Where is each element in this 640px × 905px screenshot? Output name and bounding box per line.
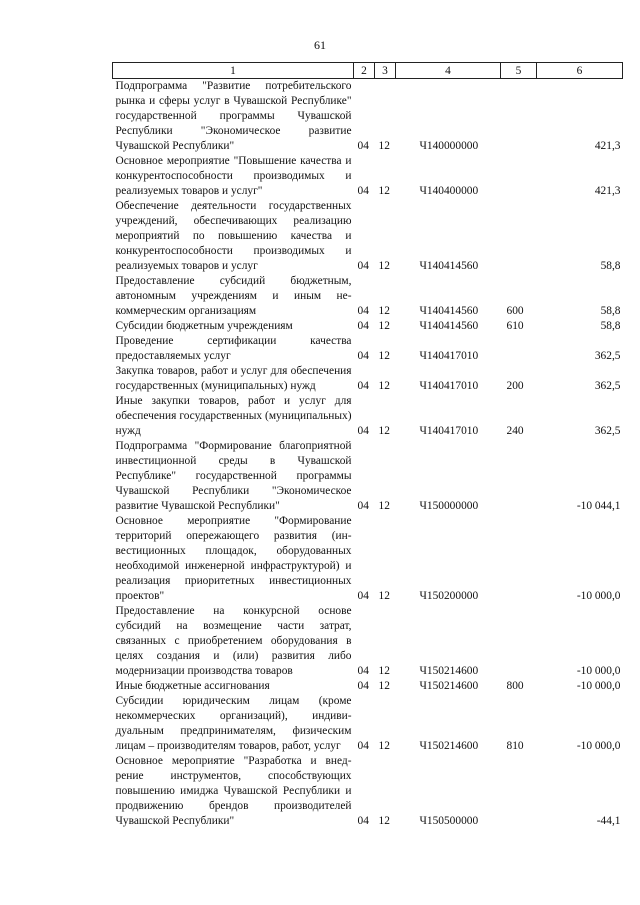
header-col-3: 3 (375, 63, 396, 79)
row-amount: 421,3 (594, 185, 621, 197)
row-name: Основное мероприятие "Формирование территорий опережающего развития (инвестиционных площадок, оборудованных необходимой инженерной инфраструктурой) и реализация приоритетных инвестиционных проектов" (115, 515, 352, 602)
row-name: Подпрограмма "Развитие потребительского рынка и сферы услуг в Чувашской Республике" государственной программы Чувашской Республики "Экономическое развитие Чувашской Республики" (115, 80, 352, 152)
row-section: 04 (357, 140, 369, 152)
row-subsection: 12 (378, 740, 390, 752)
row-name: Иные закупки товаров, работ и услуг для обеспечения государственных (муниципальных) нужд (115, 395, 352, 437)
row-target-code: Ч150000000 (419, 500, 479, 512)
row-expense-type: 600 (506, 305, 524, 317)
page-number: 61 (314, 38, 326, 52)
table-row (113, 334, 623, 364)
table-row (113, 439, 623, 514)
row-amount: -10 044,1 (576, 500, 621, 512)
row-name: Закупка товаров, работ и услуг для обеспечения государственных (муниципальных) нужд (115, 365, 352, 392)
row-name: Подпрограмма "Формирование благоприятной инвестиционной среды в Чувашской Республике" государственной программы Чувашской Республики "Экономическое развитие Чувашской Республики" (115, 440, 352, 512)
header-col-4: 4 (396, 63, 501, 79)
table-row (113, 604, 623, 679)
row-expense-type (501, 439, 537, 514)
row-section: 04 (357, 320, 369, 332)
row-section: 04 (357, 260, 369, 272)
budget-table (112, 62, 623, 829)
row-section: 04 (357, 500, 369, 512)
header-col-2: 2 (354, 63, 375, 79)
row-section: 04 (357, 380, 369, 392)
row-subsection: 12 (378, 815, 390, 827)
row-name: Обеспечение деятельности государственных учреждений, обеспечивающих реализацию мероприятий по повышению качества и конкурентоспособности производимых и реализуемых товаров и услуг (115, 200, 352, 272)
row-subsection: 12 (378, 590, 390, 602)
row-target-code: Ч140414560 (419, 305, 479, 317)
row-amount: 362,5 (594, 425, 621, 437)
row-amount: 58,8 (600, 260, 621, 272)
table-row (113, 694, 623, 754)
row-expense-type (501, 154, 537, 199)
row-target-code: Ч150500000 (419, 815, 479, 827)
row-amount: 58,8 (600, 320, 621, 332)
row-expense-type (501, 754, 537, 829)
row-expense-type: 800 (506, 680, 524, 692)
header-col-1: 1 (113, 63, 354, 79)
row-subsection: 12 (378, 500, 390, 512)
row-subsection: 12 (378, 320, 390, 332)
row-section: 04 (357, 350, 369, 362)
row-subsection: 12 (378, 680, 390, 692)
row-expense-type (501, 199, 537, 274)
row-name: Предоставление субсидий бюджетным, автономным учреждениям и иным некоммерческим организациям (115, 275, 352, 317)
row-target-code: Ч150214600 (419, 665, 479, 677)
row-section: 04 (357, 185, 369, 197)
row-subsection: 12 (378, 185, 390, 197)
row-section: 04 (357, 665, 369, 677)
row-subsection: 12 (378, 140, 390, 152)
row-name: Основное мероприятие "Повышение качества и конкурентоспособности производимых и реализуемых товаров и услуг" (115, 155, 352, 197)
row-name: Иные бюджетные ассигнования (115, 680, 270, 692)
row-section: 04 (357, 425, 369, 437)
table-row (113, 364, 623, 394)
table-row (113, 394, 623, 439)
row-target-code: Ч140417010 (419, 380, 479, 392)
row-target-code: Ч140414560 (419, 260, 479, 272)
row-expense-type (501, 334, 537, 364)
row-target-code: Ч150214600 (419, 740, 479, 752)
row-amount: -10 000,0 (576, 680, 621, 692)
row-target-code: Ч150214600 (419, 680, 479, 692)
row-target-code: Ч140400000 (419, 185, 479, 197)
table-row (113, 679, 623, 694)
row-amount: -10 000,0 (576, 590, 621, 602)
table-row (113, 319, 623, 334)
header-col-5: 5 (501, 63, 537, 79)
row-name: Субсидии бюджетным учреждениям (115, 320, 293, 332)
row-expense-type: 610 (506, 320, 524, 332)
row-expense-type: 200 (506, 380, 524, 392)
row-section: 04 (357, 680, 369, 692)
row-amount: -44,1 (596, 815, 621, 827)
row-expense-type (501, 514, 537, 604)
row-subsection: 12 (378, 425, 390, 437)
row-expense-type: 240 (506, 425, 524, 437)
table-row (113, 754, 623, 829)
row-subsection: 12 (378, 350, 390, 362)
row-section: 04 (357, 590, 369, 602)
row-name: Проведение сертификации качества предоставляемых услуг (115, 335, 352, 362)
row-amount: 362,5 (594, 350, 621, 362)
row-subsection: 12 (378, 260, 390, 272)
row-amount: -10 000,0 (576, 740, 621, 752)
row-subsection: 12 (378, 380, 390, 392)
row-name: Предоставление на конкурсной основе субсидий на возмещение части затрат, связанных с приобретением оборудования в целях создания и (или) развития либо модернизации производства товаров (115, 605, 352, 677)
header-col-6: 6 (537, 63, 623, 79)
table-row (113, 199, 623, 274)
row-expense-type: 810 (506, 740, 524, 752)
table-header-row (113, 63, 623, 79)
table-row (113, 514, 623, 604)
row-target-code: Ч140000000 (419, 140, 479, 152)
row-expense-type (501, 604, 537, 679)
row-subsection: 12 (378, 665, 390, 677)
row-target-code: Ч150200000 (419, 590, 479, 602)
row-amount: 362,5 (594, 380, 621, 392)
row-target-code: Ч140414560 (419, 320, 479, 332)
row-amount: 58,8 (600, 305, 621, 317)
row-subsection: 12 (378, 305, 390, 317)
row-name: Основное мероприятие "Разработка и внедрение инструментов, способствующих повышению имиджа Чувашской Республики и продвижению брендов производителей Чувашской Республики" (115, 755, 352, 827)
row-expense-type (501, 79, 537, 155)
row-section: 04 (357, 740, 369, 752)
row-name: Субсидии юридическим лицам (кроме некоммерческих организаций), индивидуальным предпринимателям, физическим лицам – производителям товаров, работ, услуг (115, 695, 352, 752)
row-amount: -10 000,0 (576, 665, 621, 677)
table-row (113, 274, 623, 319)
row-section: 04 (357, 815, 369, 827)
row-target-code: Ч140417010 (419, 425, 479, 437)
row-section: 04 (357, 305, 369, 317)
row-amount: 421,3 (594, 140, 621, 152)
table-row (113, 154, 623, 199)
row-target-code: Ч140417010 (419, 350, 479, 362)
table-row (113, 79, 623, 155)
